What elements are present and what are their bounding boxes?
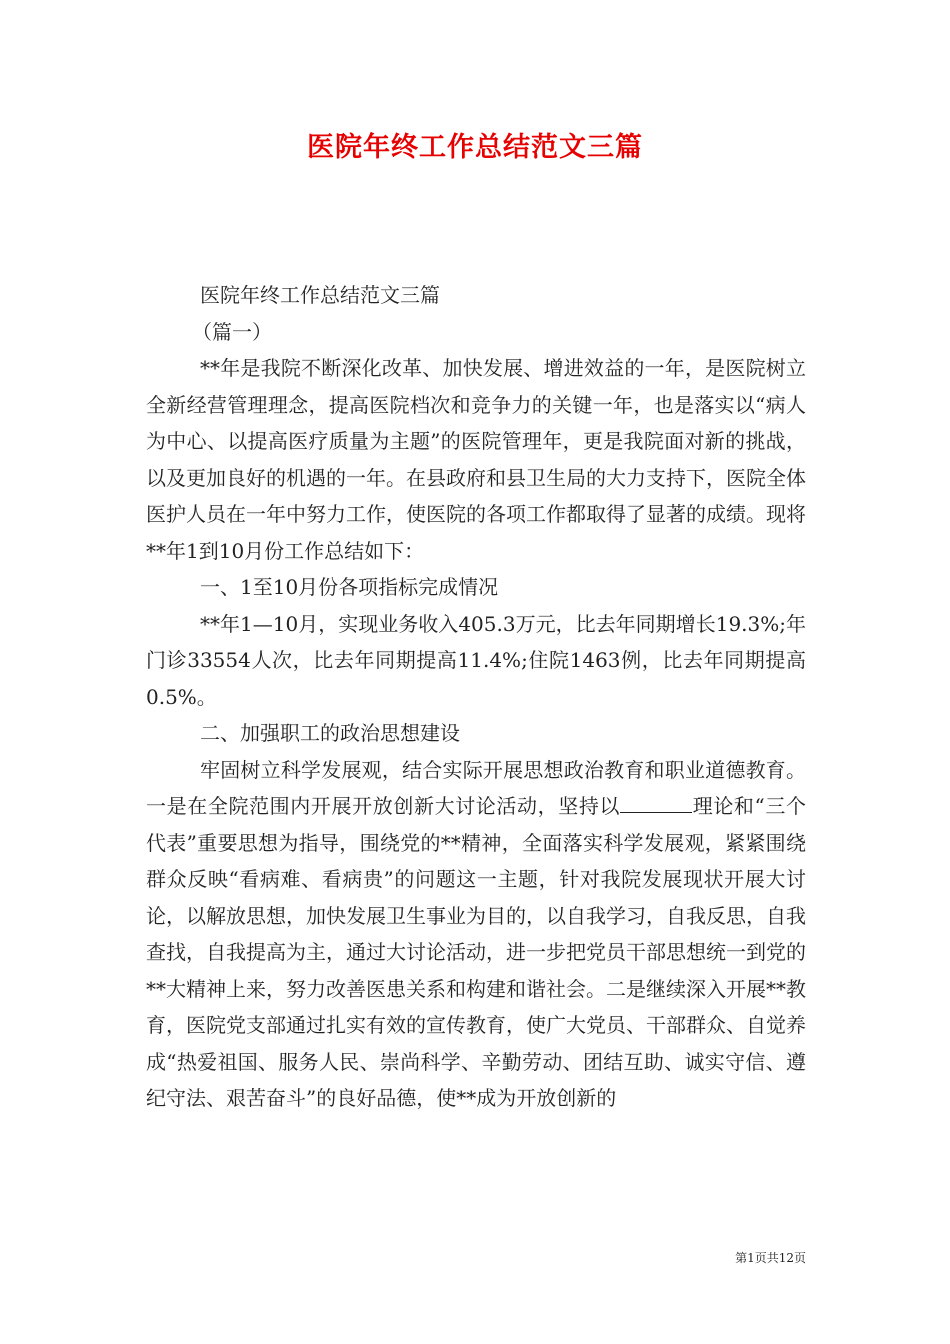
paragraph-section-label: （篇一） — [192, 319, 272, 344]
paragraph-intro: **年是我院不断深化改革、加快发展、增进效益的一年，是医院树立全新经营管理理念，提高医院档次和竞争力的关键一年，也是落实以“病人为中心、以提高医疗质量为主题”的医院管理年，更是我院面对新的挑战，以及更加良好的机遇的一年。在县政府和县卫生局的大力支持下，医院全体医护人员在一年中努力工作，使医院的各项工作都取得了显著的成绩。现将**年1到10月份工作总结如下： — [146, 356, 806, 563]
paragraph-indicators: **年1—10月，实现业务收入405.3万元，比去年同期增长19.3%;年门诊33554人次，比去年同期提高11.4%;住院1463例，比去年同期提高0.5%。 — [146, 611, 806, 709]
paragraph-political-construction — [146, 752, 806, 1117]
paragraph-repeat-title: 医院年终工作总结范文三篇 — [200, 283, 440, 307]
paragraph-political-part1: 牢固树立科学发展观，结合实际开展思想政治教育和职业道德教育。一是在全院范围内开展开放创新大讨论活动，坚持以 — [146, 757, 806, 818]
page-number-footer: 第1页共12页 — [735, 1251, 806, 1265]
blank-underline — [620, 796, 692, 813]
heading-political-construction: 二、加强职工的政治思想建设 — [200, 721, 460, 745]
document-title: 医院年终工作总结范文三篇 — [307, 132, 643, 163]
heading-indicators: 一、1至10月份各项指标完成情况 — [200, 575, 499, 599]
paragraph-political-part2: 理论和“三个代表”重要思想为指导，围绕党的**精神，全面落实科学发展观，紧紧围绕群众反映“看病难、看病贵”的问题这一主题，针对我院发展现状开展大讨论，以解放思想，加快发展卫生事业为目的，以自我学习，自我反思，自我查找，自我提高为主，通过大讨论活动，进一步把党员干部思想统一到党的**大精神上来，努力改善医患关系和构建和谐社会。二是继续深入开展**教育，医院党支部通过扎实有效的宣传教育，使广大党员、干部群众、自觉养成“热爱祖国、服务人民、崇尚科学、辛勤劳动、团结互助、诚实守信、遵纪守法、艰苦奋斗”的良好品德，使**成为开放创新的 — [146, 794, 806, 1110]
document-body — [146, 277, 806, 1117]
